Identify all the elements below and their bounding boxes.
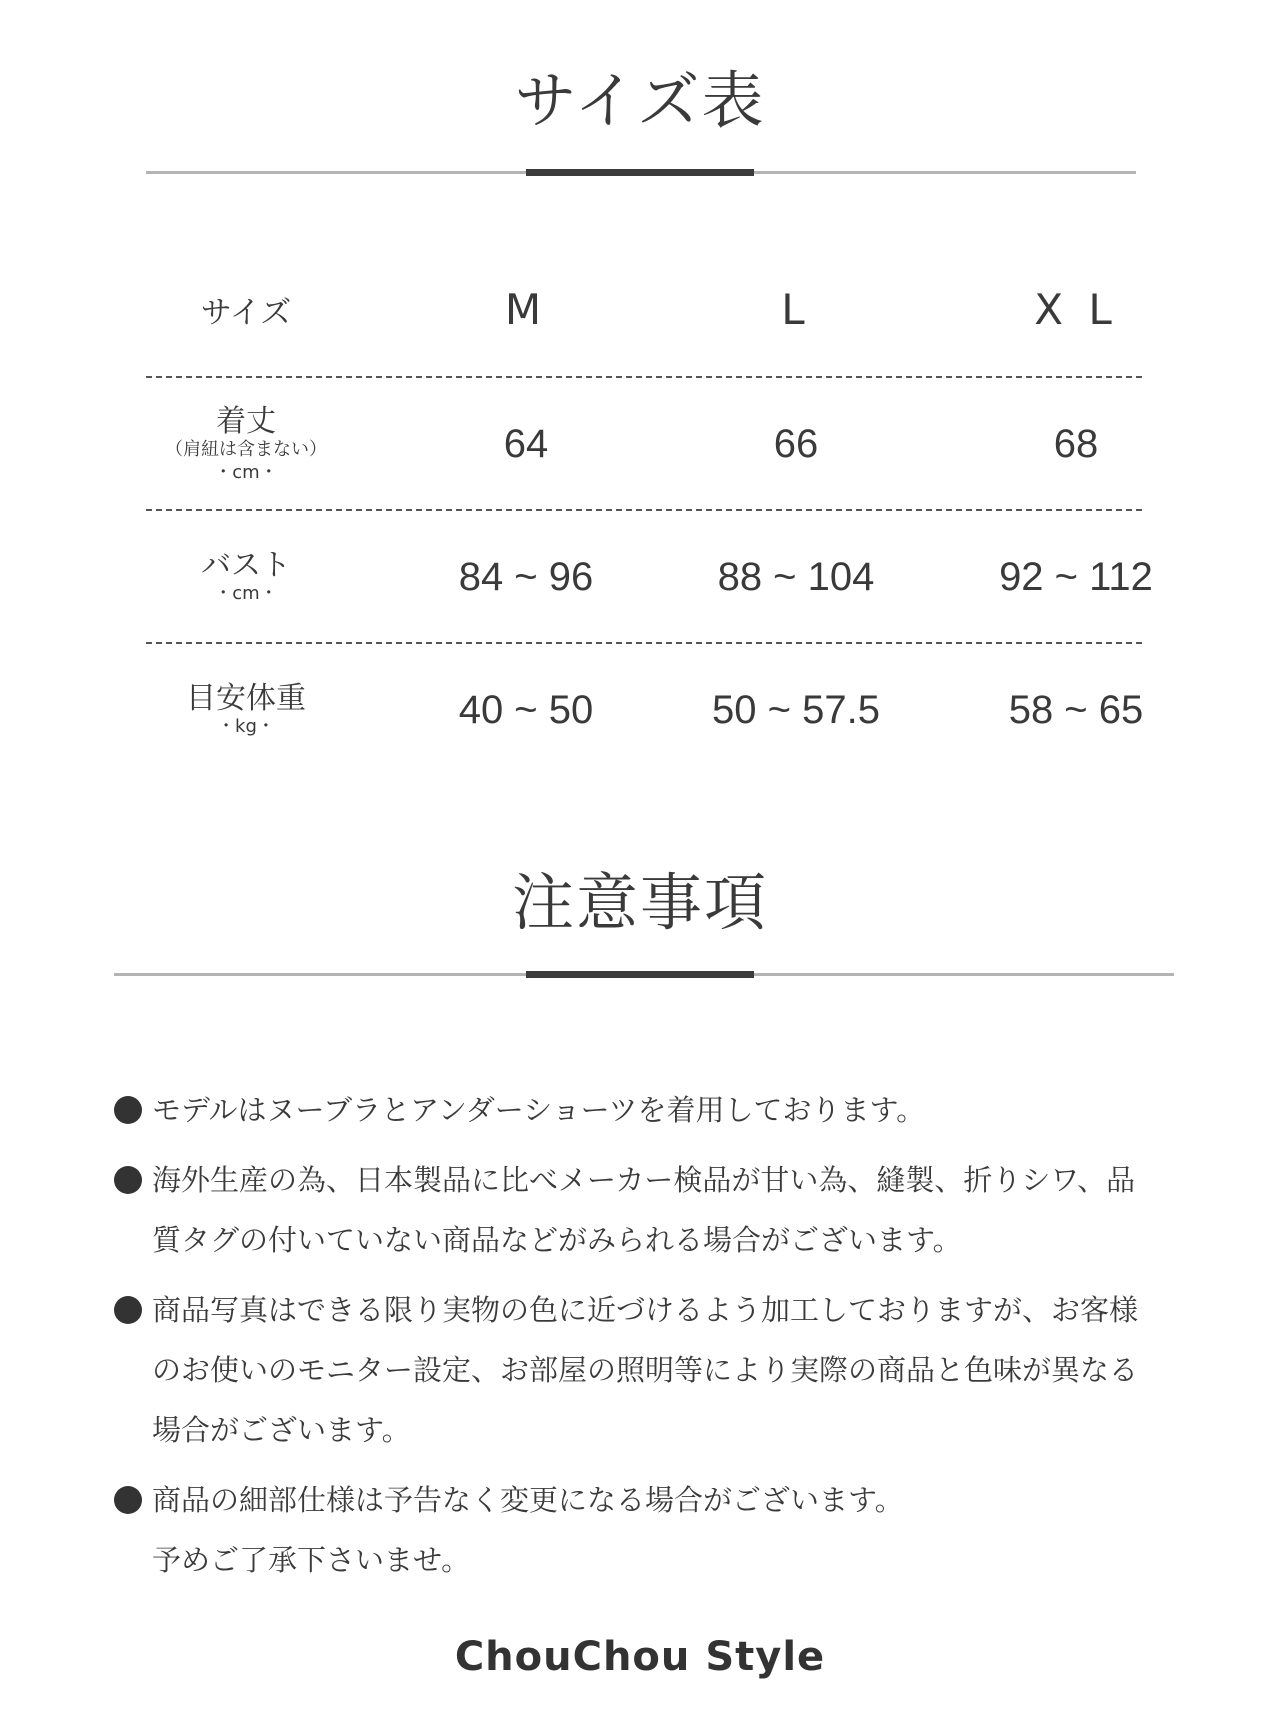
bullet-icon xyxy=(114,1166,142,1194)
size-chart-title: サイズ表 xyxy=(514,64,766,137)
bullet-icon xyxy=(114,1486,142,1514)
row-label-bust: バスト xyxy=(201,548,291,584)
size-row-bust xyxy=(146,511,1153,644)
value-bust-l: 88 ~ 104 xyxy=(717,555,875,599)
value-length-l: 66 xyxy=(773,422,819,466)
value-weight-l: 50 ~ 57.5 xyxy=(712,688,880,732)
value-weight-m: 40 ~ 50 xyxy=(458,688,594,732)
size-header-xl: X L xyxy=(1034,284,1118,334)
note-line: モデルはヌーブラとアンダーショーツを着用しております。 xyxy=(152,1093,926,1127)
value-length-m: 64 xyxy=(503,422,549,466)
value-bust-m: 84 ~ 96 xyxy=(458,555,594,599)
notes-title-accent xyxy=(526,971,754,978)
note-line: 海外生産の為、日本製品に比べメーカー検品が甘い為、縫製、折りシワ、品 xyxy=(152,1163,1136,1197)
brand-logo: ChouChou Style xyxy=(454,1634,826,1680)
note-item xyxy=(114,1280,1184,1460)
row-unit-bust: ・cm・ xyxy=(214,583,278,605)
bullet-icon xyxy=(114,1096,142,1124)
note-line: 予めご了承下さいませ。 xyxy=(152,1543,471,1577)
note-line: 場合がございます。 xyxy=(152,1413,411,1447)
value-bust-xl: 92 ~ 112 xyxy=(999,555,1153,599)
bullet-icon xyxy=(114,1296,142,1324)
value-weight-xl: 58 ~ 65 xyxy=(1008,688,1144,732)
row-unit-length: ・cm・ xyxy=(214,462,278,483)
row-label-length: 着丈 xyxy=(216,403,276,439)
notes-title: 注意事項 xyxy=(511,866,768,939)
note-item xyxy=(114,1080,1184,1140)
value-length-xl: 68 xyxy=(1053,422,1099,466)
size-row-length xyxy=(146,378,1142,511)
size-header-l: L xyxy=(781,284,811,334)
note-line: 質タグの付いていない商品などがみられる場合がございます。 xyxy=(152,1223,962,1257)
size-table xyxy=(146,240,1153,777)
note-item xyxy=(114,1150,1184,1270)
note-line: のお使いのモニター設定、お部屋の照明等により実際の商品と色味が異なる xyxy=(152,1353,1139,1387)
note-line: 商品の細部仕様は予告なく変更になる場合がございます。 xyxy=(152,1483,904,1517)
size-header-m: M xyxy=(504,284,548,334)
size-header-label: サイズ xyxy=(200,294,292,331)
notes-list xyxy=(114,1080,1184,1600)
note-item xyxy=(114,1470,1184,1590)
row-label-weight: 目安体重 xyxy=(186,681,306,717)
row-unit-weight: ・kg・ xyxy=(217,716,275,738)
size-header-row xyxy=(146,240,1142,378)
size-title-accent xyxy=(526,169,754,176)
size-row-weight xyxy=(146,644,1142,777)
row-note-length: （肩紐は含まない） xyxy=(165,438,327,460)
note-line: 商品写真はできる限り実物の色に近づけるよう加工しておりますが、お客様 xyxy=(152,1293,1139,1327)
